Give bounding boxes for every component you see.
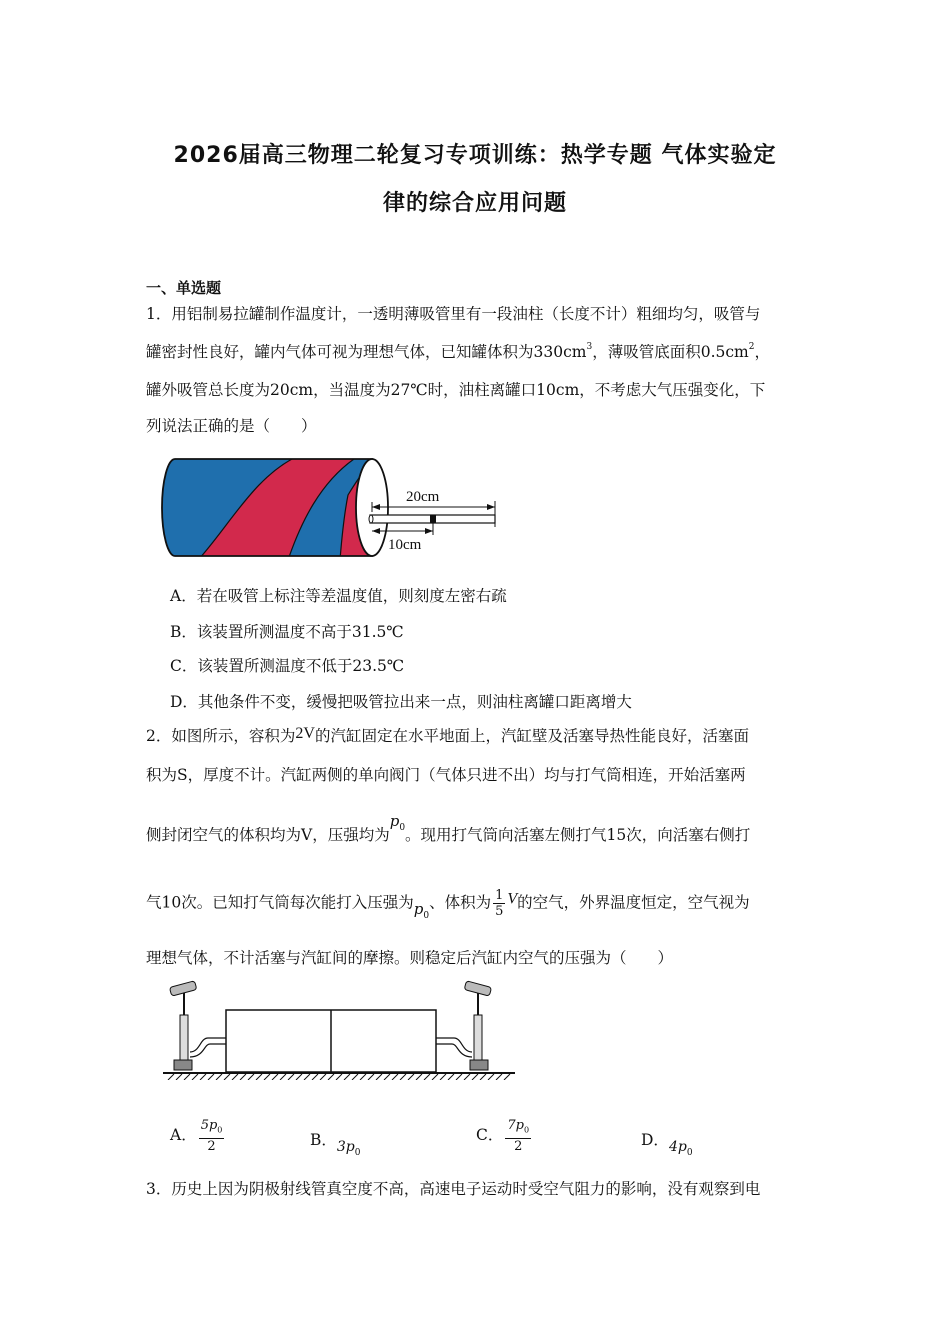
figure-label-20cm: 20cm — [406, 489, 440, 505]
page-title-line-1: 2026届高三物理二轮复习专项训练：热学专题 气体实验定 — [173, 143, 777, 168]
q1-option-b[interactable]: B．该装置所测温度不高于31.5℃ — [170, 623, 404, 641]
q1-option-a[interactable]: A．若在吸管上标注等差温度值，则刻度左密右疏 — [170, 587, 507, 605]
q1-option-c[interactable]: C．该装置所测温度不低于23.5℃ — [170, 657, 405, 675]
q1-line-3: 罐外吸管总长度为20cm，当温度为27℃时，油柱离罐口10cm，不考虑大气压强变化，下 — [146, 381, 766, 399]
q1-line-2: 罐密封性良好，罐内气体可视为理想气体，已知罐体积为$330cm^3$，薄吸管底面积$0.5cm^2$， — [146, 342, 770, 361]
q2-line-2: 积为S，厚度不计。汽缸两侧的单向阀门（气体只进不出）均与打气筒相连，开始活塞两 — [146, 766, 746, 784]
q3-line-1: 3．历史上因为阴极射线管真空度不高，高速电子运动时受空气阻力的影响，没有观察到电 — [146, 1180, 761, 1198]
q2-line-3: 侧封闭空气的体积均为V，压强均为$p_0$。现用打气筒向活塞左侧打气15次，向活塞右侧打 — [146, 812, 751, 844]
q2-line-1: 2．如图所示，容积为2V的汽缸固定在水平地面上，汽缸壁及活塞导热性能良好，活塞面 — [146, 725, 749, 745]
section-heading: 一、单选题 — [146, 279, 222, 297]
q2-option-a[interactable]: A． $\frac{5p_0}{2}$ — [170, 1118, 223, 1154]
q2-option-c[interactable]: C． $\frac{7p_0}{2}$ — [476, 1118, 530, 1154]
q2-option-b[interactable]: B．$3p_0$ — [310, 1131, 361, 1158]
cylinder-pump-figure — [160, 980, 520, 1080]
can-thermometer-figure — [160, 455, 500, 560]
q2-line-4: 气10次。已知打气筒每次能打入压强为$p_0$、体积为 $\frac{1}{5}$ V的空气，外界温度恒定，空气视为 — [146, 888, 750, 921]
q2-line-5: 理想气体，不计活塞与汽缸间的摩擦。则稳定后汽缸内空气的压强为（ ） — [146, 949, 674, 967]
q2-option-d[interactable]: D．$4p_0$ — [641, 1131, 693, 1158]
figure-label-10cm: 10cm — [388, 537, 422, 553]
page-title-line-2: 律的综合应用问题 — [382, 191, 567, 216]
q1-option-d[interactable]: D．其他条件不变，缓慢把吸管拉出来一点，则油柱离罐口距离增大 — [170, 693, 632, 711]
q1-line-1: 1．用铝制易拉罐制作温度计，一透明薄吸管里有一段油柱（长度不计）粗细均匀，吸管与 — [146, 305, 761, 323]
q1-line-4: 列说法正确的是（ ） — [146, 417, 317, 435]
